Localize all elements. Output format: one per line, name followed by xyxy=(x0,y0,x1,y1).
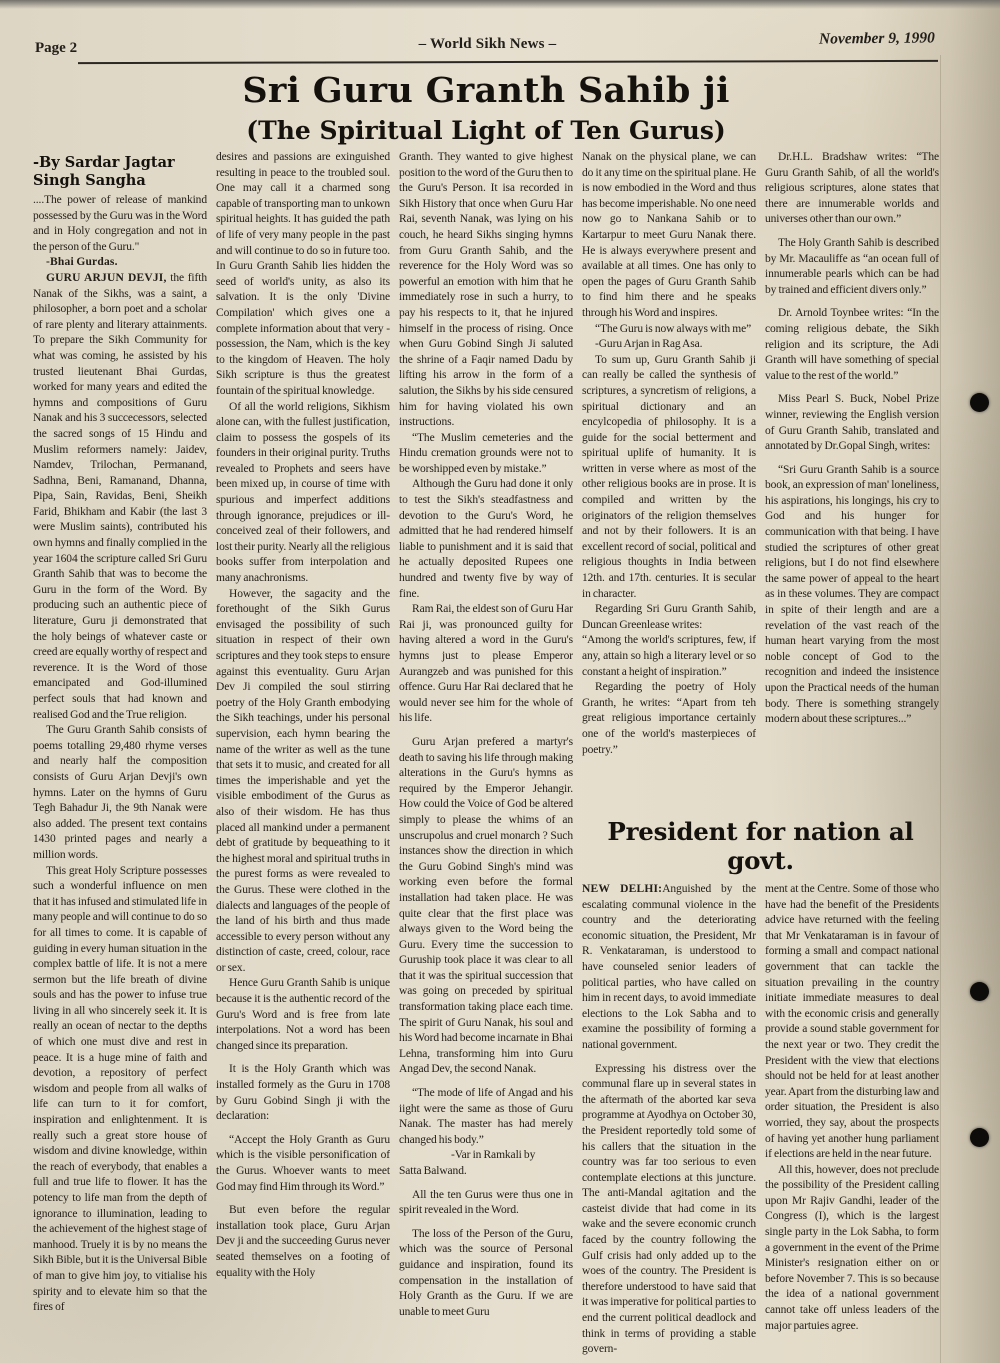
paragraph: To sum up, Guru Granth Sahib ji can really be called the synthesis of scriptures, a syncretism of religions, a spiritual dictionary and an encylcopedia of philosophy. It is a guide for the social betterment and spiritual uplife of humanity. It is written in verse where as most of the other religious books are in prose. It is compiled and written by the originators of the religion themselves and not by their followers. It is an excellent record of social, political and religious thoughts in India between 12th. and 17th. centuries. It is secular in character. xyxy=(582,353,756,600)
paragraph: It is the Holy Granth which was installed formely as the Guru in 1708 by Guru Gobind Singh ji with the declaration: xyxy=(216,1063,390,1123)
paragraph: “The mode of life of Angad and his iight were the same as those of Guru Nanak. The master has had merely changed his body.” xyxy=(399,1087,573,1146)
right-columns xyxy=(582,150,939,1362)
paragraph: Granth. They wanted to give highest position to the word of the Guru then to the Guru's Person. It isa recorded in Sikh History that once when Guru Har Rai, seventh Nanak, was lying on his couch, he heard Sikhs singing hymns from Guru Granth Sahib, and the reverence for the Holy Word was so powerful an emotion with him that he immediately rose in such a hurry, to pay his respects to it, that he injured himself in the process of rising. Once when Guru Gobind Singh Ji saluted the shrine of a Faqir named Dadu by lifting his arrow in the form of a salution, the Sikhs by his side censured him for having violated his own instructions. xyxy=(399,151,573,429)
paragraph: desires and passions are exinguished resulting in peace to the troubled soul. One may call it a charmed song capable of transporting man to unkown spiritual heights. It has guided the path of life of very many people in the past and will continue to do so in future too. In Guru Granth Sahib lies hidden the seed of world's unity, as also its salvation. It is the only 'Divine Compilation' which gives one a complete information about that very -possession, the Nam, which is the key to the kingdom of Heaven. The holy Sikh scripture is thus the greatest fountain of the spiritual knowledge. xyxy=(216,151,390,397)
column-2 xyxy=(216,150,390,1362)
paragraph: Nanak on the physical plane, we can do it any time on the spiritual plane. He is now embodied in the Word and thus has become imperishable. No one need now go to Nankana Sahib or to Kartarpur to meet Guru Nanak there. He is always everywhere present and available at all times. One has only to open the pages of Guru Granth Sahib to find him there and he speaks through his Word and inspires. xyxy=(582,151,756,319)
paragraph: All this, however, does not preclude the possibility of the President calling upon Mr Rajiv Gandhi, leader of the Congress (I), which is the largest single party in the Lok Sabha, to form a government in the event of the Prime Minister's resignation either on or before November 7. This is so because the idea of a national government cannot take off unless leaders of the major partuies agree. xyxy=(765,1163,939,1332)
page-crease xyxy=(940,55,941,1363)
byline: -By Sardar Jagtar Singh Sangha xyxy=(33,154,175,189)
paragraph: “The Muslim cemeteries and the Hindu cremation grounds were not to be worshipped even by mistake.” xyxy=(399,431,573,475)
paragraph: Miss Pearl S. Buck, Nobel Prize winner, reviewing the English version of Guru Granth Sahib, translated and annotated by Dr.Gopal Singh, writes: xyxy=(765,393,939,453)
paragraph: Guru Arjan prefered a martyr's death to saving his life through making alterations in the Guru's hymns as required by the Emperor Jehangir. How could the Voice of God be altered simply to please the whims of an unscrupolus and cruel monarch ? Such instances show the direction in which the Guru Gobind Singh's mind was working even before the formal installation had taken place. He was quite clear that the first place was always given to the Word being the Guru. Every time the succession to Guruship took place it was clear to all that it was the spiritual succession that was going on preceded by spiritual transformation taking place each time. The spirit of Guru Nanak, his soul and his Word had become incarnate in Bhai Lehna, transforming him into Guru Angad Dev, the second Nanak. xyxy=(399,735,573,1076)
president-column-1 xyxy=(582,882,756,1362)
paragraph: ment at the Centre. Some of those who have had the benefit of the Presidents advice have returned with the feeling that Mr Venkataraman is in favour of forming a small and compact national government that can tackle the situation prevailing in the country initiate immediate measures to deal with the economic crisis and generally provide a sound stable government for the next year or two. They credit the President with the view that elections should not be held for at least another year. Apart from the disturbing law and order situation, the President is also worried, they say, about the prospects of having yet another hung parliament if elections are held in the near future. xyxy=(765,883,939,1161)
article-body xyxy=(33,150,939,1362)
column-1-text xyxy=(33,193,207,1316)
page-number: Page 2 xyxy=(35,40,78,56)
paragraph: ....The power of release of mankind possessed by the Guru was in the Word and in Holy congregation and not in the person of the Guru." xyxy=(33,194,207,253)
paragraph: NEW DELHI:Anguished by the escalating communal violence in the country and the deteriorating economic situation, the President, Mr R. Venkataraman, is understood to have counseled senior leaders of political parties, who have called on him in recent days, to avoid immediate elections to the Lok Sabha and to examine the possibility of forming a national government. xyxy=(582,883,756,1051)
president-article-body xyxy=(582,882,939,1362)
paragraph: Dr.H.L. Bradshaw writes: “The Guru Granth Sahib, of all the world's religious scriptures, alone states that there are innumerable worlds and universes other than our own.” xyxy=(765,151,939,226)
header-rule xyxy=(78,60,938,64)
punch-hole xyxy=(970,393,989,412)
paragraph: Ram Rai, the eldest son of Guru Har Rai ji, was pronounced guilty for having altered a word in the Guru's hymns just to please Emperor Aurangzeb and was punished for this offence. Guru Har Rai declared that he would never see him for the whole of his life. xyxy=(399,603,573,725)
column-1 xyxy=(33,150,207,1362)
paragraph: The loss of the Person of the Guru, which was the source of Personal guidance and inspiration, found its compensation in the installation of Holy Granth as the Guru. If we are unable to meet Guru xyxy=(399,1227,573,1318)
president-column-2 xyxy=(765,882,939,1362)
paragraph: Satta Balwand. xyxy=(399,1165,467,1177)
paragraph: “Sri Guru Granth Sahib is a source book, an expression of man' loneliness, his aspirations, his longings, his cry to God and his hunger for communication with that being. I have studied the scriptures of other great religions, but I do not find elsewhere the same power of appeal to the heart as in these volumes. They are compact in spite of their length and are a revelation of the vast reach of the human heart varying from the most noble concept of God to the recognition and indeed the insistence upon the Practical needs of the human body. There is something strangely modern about these scriptures...” xyxy=(765,463,939,726)
punch-hole xyxy=(970,982,989,1001)
column-4 xyxy=(582,150,756,812)
president-article-title: President for nation al govt. xyxy=(607,817,914,875)
page-header xyxy=(35,30,940,60)
masthead-title: – World Sikh News – xyxy=(418,36,557,52)
paragraph: -Bhai Gurdas. xyxy=(46,256,118,269)
paragraph: Dr. Arnold Toynbee writes: “In the coming religious debate, the Sikh religion and its scripture, the Adi Granth will have something of special value to the rest of the world.” xyxy=(765,307,939,382)
column-3 xyxy=(399,150,573,1362)
paragraph: “Among the world's scriptures, few, if any, attain so high a literary level or so constant a height of inspiration.” xyxy=(582,634,756,678)
paragraph: All the ten Gurus were thus one in spirit revealed in the Word. xyxy=(399,1188,573,1217)
paragraph: But even before the regular installation took place, Guru Arjan Dev ji and the succeeding Gurus never seated themselves on a footing of equality with the Holy xyxy=(216,1204,390,1279)
paragraph: Although the Guru had done it only to test the Sikh's steadfastness and devotion to the Guru's Word, he admitted that he had rendered himself liable to punishment and it is said that he actually deposited Rupees one hundred and twenty five by way of fine. xyxy=(399,478,573,600)
paragraph: Of all the world religions, Sikhism alone can, with the fullest justification, claim to possess the gospels of its founders in their original purity. Truths revealed to Prophets and seers have been mixed up, in course of time with spurious and imperfect additions through ignorance, prejudices or ill-conceived zeal of their followers, and lost their purity. Nearly all the religious books suffer from interpolation and many anachronisms. xyxy=(216,400,390,585)
paragraph: “Accept the Holy Granth as Guru which is the visible personification of the Gurus. Whoever wants to meet God may find Him through its Word.” xyxy=(216,1133,390,1193)
paragraph: Regarding Sri Guru Granth Sahib, Duncan Greenlease writes: xyxy=(582,603,756,631)
scan-edge-shadow xyxy=(0,0,1000,9)
paragraph: However, the sagacity and the forethought of the Sikh Gurus envisaged the possibility of such situation in respect of their own scriptures and they took steps to ensure against this eventuality. Guru Arjan Dev Ji compiled the soul stirring poetry of the Holy Granth embodying the Sikh teachings, under his personal supervision, each hymn bearing the name of the writer as well as the tune that sets it to music, and created for all times the imperishable and yet the visible embodiment of the Gurus as also of their wisdom. He has thus placed all mankind under a permanent debt of gratitude by bequeathing to it the highest moral and spiritual truths in the purest forms as were revealed to the Gurus. These were clothed in the dialects and languages of the people of the land of his birth and thus made accessible to every person without any distinction of caste, creed, colour, race or sex. xyxy=(216,587,390,974)
paragraph: The Guru Granth Sahib consists of poems totalling 29,480 rhyme verses and nearly half the composition consists of Guru Arjan Devji's own hymns. Later on the hymns of Guru Tegh Bahadur Ji, the 9th Nanak were also added. The present text contains 1430 printed pages and nearly a million words. xyxy=(33,724,207,861)
issue-date: November 9, 1990 xyxy=(819,29,936,48)
paragraph: This great Holy Scripture possesses such a wonderful influence on men that it has infused and stimulated life in many people and will continue to do so for all times to come. It is capable of guiding in every human situation in the complex battle of life. It is not a mere sermon but the life breath of divine souls and has the power to infuse true living in all who sincerely seek it. It is really an ocean of nectar to the depths of which one must dive and rest in peace. It is a huge mine of faith and devotion, a repository of perfect wisdom and people from all walks of life can turn to it for comfort, inspiration and enlightenment. It is really such a great store house of wisdom and divine knowledge, within the reach of everybody, that enables a full and true life to flower. It has the potency to life man from the depth of ignorance to illumination, leading to the achievement of the highest stage of manhood. Truely it is by no means the Sikh Bible, but it is the Universal Bible of man to give him joy, to vitialise his spirity and to elevate him so that the fires of xyxy=(33,864,207,1314)
paragraph: -Guru Arjan in Rag Asa. xyxy=(595,338,703,351)
main-article-right-columns xyxy=(582,150,939,812)
paragraph: Expressing his distress over the communal flare up in several states in the aftermath of the aborted kar seva programme at Ayodhya on October 30, the President reportedly told some of his callers that the situation in the country was far too serious to even contemplate elections at this juncture. The anti-Mandal agitation and the casteist divide that had come in its wake and the severe economic crunch faced by the country following the Gulf crisis had only added up to the woes of the country. The President is therefore understood to have said that it was imperative for political parties to end the current political deadlock and think in terms of providing a stable govern- xyxy=(582,1062,756,1356)
paragraph: GURU ARJUN DEVJI, the fifth Nanak of the Sikhs, was a saint, a philosopher, a born poet and a scholar of rare plenty and literary attainments. To prepare the Sikh Community for what was coming, he assisted by his trusted lieutenant Bhai Gurdas, worked for many years and edited the hymns and compositions of Guru Nanak and his 3 succecessors, selected the sacred songs of 15 Hindu and Muslim reformers namely: Jaidev, Namdev, Trilochan, Permanand, Sadhna, Beni, Ramanand, Dhanna, Pipa, Sain, Ravidas, Beni, Sheikh Farid, Bhikham and Kabir (the last 3 were Muslim saints), contributed his own hymns and finally complied in the year 1604 the scripture called Sri Guru Granth Sahib that was to become the Guru in the form of the Word. By producing such an authentic piece of literature, Guru ji demonstrated that the holy beings of whatever caste or creed are equally worthy of respect and reverence. It is the Word of those emancipated and God-illumined perfect souls that had known and realised God and the True religion. xyxy=(33,271,207,721)
paragraph: The Holy Granth Sahib is described by Mr. Macauliffe as “an ocean full of innumerable pearls which can be had by trained and efficient divers only.” xyxy=(765,236,939,296)
paragraph: Regarding the poetry of Holy Granth, he writes: “Apart from teh great religious importance certainly one of the world's masterpieces of poetry.” xyxy=(582,681,756,756)
punch-hole xyxy=(970,1128,989,1147)
paragraph: -Var in Ramkali by xyxy=(451,1149,536,1162)
main-article-subtitle: (The Spiritual Light of Ten Gurus) xyxy=(246,116,726,145)
paragraph: Hence Guru Granth Sahib is unique because it is the authentic record of the Guru's Word and is free from late interpolations. Not a word has been changed since its preparation. xyxy=(216,977,390,1052)
column-5 xyxy=(765,150,939,812)
main-article-title: Sri Guru Granth Sahib ji xyxy=(242,70,730,111)
paragraph: “The Guru is now always with me” xyxy=(595,322,752,335)
